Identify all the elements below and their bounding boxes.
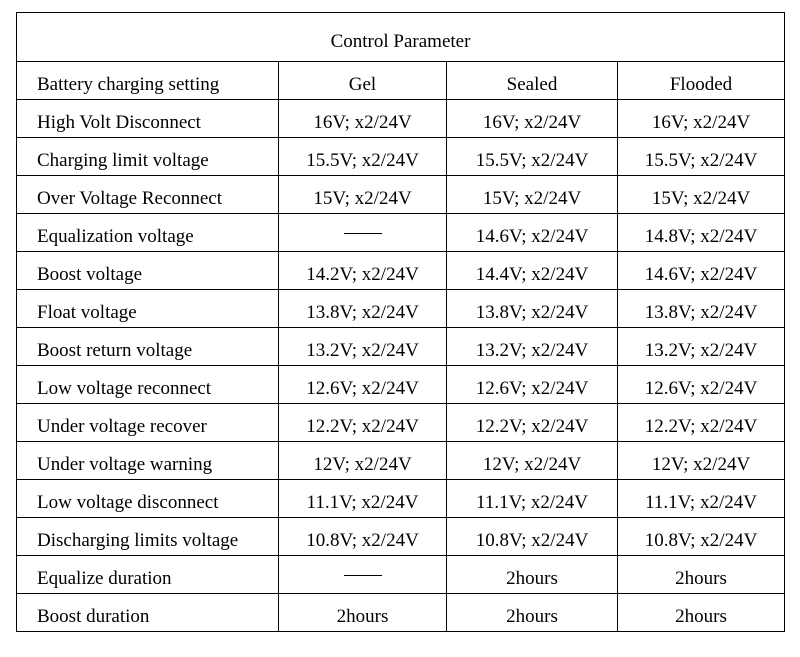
row-label: Low voltage reconnect (17, 366, 279, 404)
cell-gel: 13.8V; x2/24V (279, 290, 447, 328)
column-header-sealed: Sealed (447, 62, 618, 100)
cell-gel: 11.1V; x2/24V (279, 480, 447, 518)
table-row (17, 100, 785, 138)
cell-flooded: 10.8V; x2/24V (618, 518, 785, 556)
table-row (17, 138, 785, 176)
cell-flooded: 13.8V; x2/24V (618, 290, 785, 328)
row-label: Under voltage warning (17, 442, 279, 480)
header-row (17, 62, 785, 100)
row-label: Over Voltage Reconnect (17, 176, 279, 214)
cell-gel (279, 214, 447, 252)
cell-gel: 15.5V; x2/24V (279, 138, 447, 176)
table-row (17, 594, 785, 632)
cell-flooded: 2hours (618, 594, 785, 632)
cell-gel (279, 556, 447, 594)
table-row (17, 252, 785, 290)
row-label: Boost duration (17, 594, 279, 632)
title-row (17, 13, 785, 62)
table-row (17, 556, 785, 594)
cell-gel: 2hours (279, 594, 447, 632)
cell-flooded: 2hours (618, 556, 785, 594)
cell-sealed: 10.8V; x2/24V (447, 518, 618, 556)
cell-gel: 10.8V; x2/24V (279, 518, 447, 556)
cell-gel: 12V; x2/24V (279, 442, 447, 480)
cell-flooded: 14.6V; x2/24V (618, 252, 785, 290)
column-header-flooded: Flooded (618, 62, 785, 100)
row-label: Charging limit voltage (17, 138, 279, 176)
table-body (17, 13, 785, 632)
cell-sealed: 14.6V; x2/24V (447, 214, 618, 252)
table-row (17, 518, 785, 556)
cell-sealed: 12V; x2/24V (447, 442, 618, 480)
table-row (17, 442, 785, 480)
table-row (17, 366, 785, 404)
cell-sealed: 13.8V; x2/24V (447, 290, 618, 328)
cell-sealed: 16V; x2/24V (447, 100, 618, 138)
cell-flooded: 15.5V; x2/24V (618, 138, 785, 176)
cell-gel: 16V; x2/24V (279, 100, 447, 138)
cell-flooded: 15V; x2/24V (618, 176, 785, 214)
not-applicable-dash (344, 575, 382, 576)
cell-gel: 13.2V; x2/24V (279, 328, 447, 366)
cell-sealed: 15V; x2/24V (447, 176, 618, 214)
cell-sealed: 12.6V; x2/24V (447, 366, 618, 404)
row-label: Float voltage (17, 290, 279, 328)
control-parameter-table (16, 12, 785, 632)
cell-sealed: 2hours (447, 594, 618, 632)
table-row (17, 328, 785, 366)
cell-flooded: 16V; x2/24V (618, 100, 785, 138)
row-label: High Volt Disconnect (17, 100, 279, 138)
table-row (17, 480, 785, 518)
row-label: Equalize duration (17, 556, 279, 594)
table-title: Control Parameter (17, 13, 785, 62)
cell-gel: 12.2V; x2/24V (279, 404, 447, 442)
cell-flooded: 13.2V; x2/24V (618, 328, 785, 366)
cell-flooded: 11.1V; x2/24V (618, 480, 785, 518)
cell-flooded: 12V; x2/24V (618, 442, 785, 480)
not-applicable-dash (344, 233, 382, 234)
cell-sealed: 15.5V; x2/24V (447, 138, 618, 176)
cell-gel: 15V; x2/24V (279, 176, 447, 214)
table-row (17, 214, 785, 252)
cell-sealed: 12.2V; x2/24V (447, 404, 618, 442)
row-label: Under voltage recover (17, 404, 279, 442)
row-label: Low voltage disconnect (17, 480, 279, 518)
cell-flooded: 14.8V; x2/24V (618, 214, 785, 252)
cell-sealed: 13.2V; x2/24V (447, 328, 618, 366)
row-label: Equalization voltage (17, 214, 279, 252)
header-label: Battery charging setting (17, 62, 279, 100)
row-label: Boost return voltage (17, 328, 279, 366)
cell-flooded: 12.2V; x2/24V (618, 404, 785, 442)
table-row (17, 290, 785, 328)
row-label: Discharging limits voltage (17, 518, 279, 556)
table-row (17, 176, 785, 214)
control-parameter-sheet (16, 12, 784, 651)
cell-flooded: 12.6V; x2/24V (618, 366, 785, 404)
cell-sealed: 2hours (447, 556, 618, 594)
column-header-gel: Gel (279, 62, 447, 100)
cell-gel: 12.6V; x2/24V (279, 366, 447, 404)
cell-gel: 14.2V; x2/24V (279, 252, 447, 290)
table-row (17, 404, 785, 442)
row-label: Boost voltage (17, 252, 279, 290)
cell-sealed: 11.1V; x2/24V (447, 480, 618, 518)
cell-sealed: 14.4V; x2/24V (447, 252, 618, 290)
